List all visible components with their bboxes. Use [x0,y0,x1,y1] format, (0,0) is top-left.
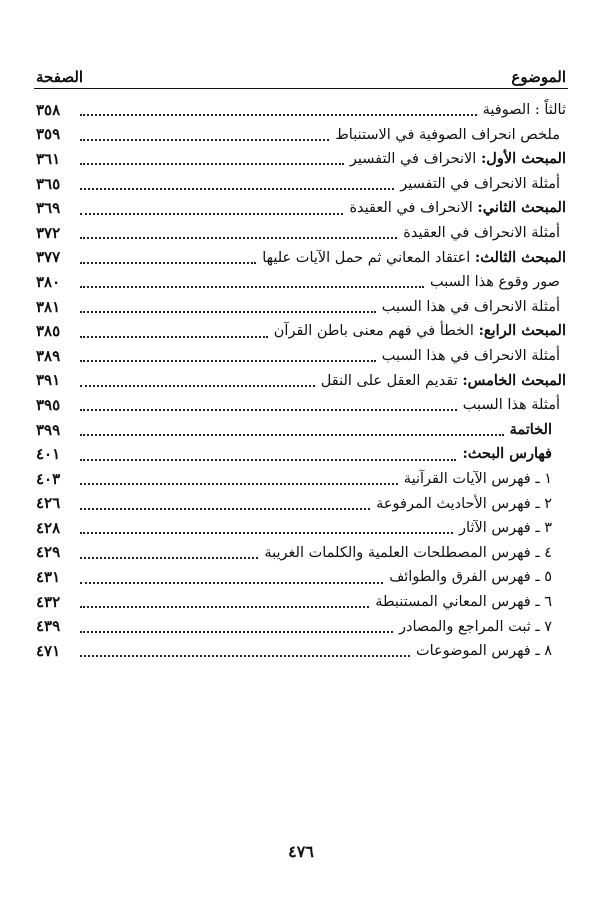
entry-title: أمثلة الانحراف في التفسير [400,175,560,192]
toc-entry [36,590,566,615]
dot-leader [80,631,393,633]
toc-entry [36,98,566,123]
entry-lead: المبحث الخامس: [462,371,566,389]
toc-entry [36,492,566,517]
entry-title: أمثلة الانحراف في العقيدة [403,225,560,242]
topic-column-label: الموضوع [511,68,566,86]
dot-leader [80,262,256,264]
entry-title: ٥ ـ فهرس الفرق والطوائف [389,569,552,586]
page-number: ٤٧٦ [288,842,314,861]
entry-title: ٦ ـ فهرس المعاني المستنبطة [375,593,552,610]
toc-entry [36,393,566,418]
toc-entry [36,516,566,541]
entry-page-number: ٤٧١ [36,641,61,660]
entry-page-number: ٣٨٩ [36,346,61,365]
dot-leader [80,360,376,362]
dot-leader [80,557,258,559]
dot-leader [80,188,394,190]
entry-page-number: ٣٩٥ [36,395,61,414]
page-column-label: الصفحة [36,68,84,86]
entry-page-number: ٣٦٥ [36,174,61,193]
entry-title: ٤ ـ فهرس المصطلحات العلمية والكلمات الغريبة [264,544,552,561]
toc-entry [36,123,566,148]
entry-title: ١ ـ فهرس الآيات القرآنية [403,470,552,487]
entry-page-number: ٣٨٥ [36,322,61,341]
entry-page-number: ٣٥٩ [36,125,61,144]
entry-title: ثالثاً : الصوفية [482,102,566,119]
toc-entry [36,172,566,197]
entry-title: اعتقاد المعاني ثم حمل الآيات عليها [262,249,475,266]
toc-entry [36,418,566,443]
toc-entry [36,246,566,271]
toc-entry [36,344,566,369]
entry-lead: المبحث الرابع: [478,322,566,340]
toc-entry [36,467,566,492]
dot-leader [80,311,376,313]
entry-page-number: ٤٣١ [36,568,61,587]
entry-title: ٣ ـ فهرس الآثار [459,520,552,537]
dot-leader [80,336,268,338]
toc-entry [36,614,566,639]
toc-entry [36,147,566,172]
table-of-contents [36,98,566,664]
entry-page-number: ٤٣٢ [36,592,61,611]
entry-page-number: ٤٢٩ [36,543,61,562]
dot-leader [80,163,344,165]
entry-title: فهارس البحث: [462,445,552,463]
dot-leader [80,409,457,411]
entry-page-number: ٣٨١ [36,297,61,316]
entry-title: الانحراف في التفسير [349,151,481,168]
entry-title: الانحراف في العقيدة [349,200,478,217]
entry-page-number: ٣٩١ [36,371,61,390]
entry-title: ٢ ـ فهرس الأحاديث المرفوعة [376,495,552,512]
entry-title: تقديم العقل على النقل [320,372,463,389]
dot-leader [80,434,504,436]
dot-leader [80,237,397,239]
dot-leader [80,606,369,608]
dot-leader [80,655,410,657]
entry-title: صور وقوع هذا السبب [430,274,560,291]
entry-title: أمثلة هذا السبب [462,397,560,414]
dot-leader [80,459,456,461]
entry-title: ٧ ـ ثبت المراجع والمصادر [399,618,552,635]
entry-lead: المبحث الثاني: [477,199,566,217]
header-divider [34,88,568,89]
dot-leader [80,114,477,116]
entry-page-number: ٣٦٩ [36,199,61,218]
entry-page-number: ٣٧٢ [36,223,61,242]
entry-page-number: ٣٩٩ [36,420,61,439]
entry-page-number: ٣٨٠ [36,272,61,291]
toc-entry [36,270,566,295]
dot-leader [80,582,383,584]
dot-leader [80,139,329,141]
toc-entry [36,541,566,566]
toc-entry [36,639,566,664]
entry-page-number: ٤٣٩ [36,617,61,636]
entry-title: أمثلة الانحراف في هذا السبب [381,347,560,364]
entry-lead: المبحث الأول: [480,150,566,168]
dot-leader [80,213,343,215]
entry-title: ملخص انحراف الصوفية في الاستنباط [335,126,560,143]
dot-leader [80,508,370,510]
toc-entry [36,565,566,590]
entry-page-number: ٤٢٨ [36,518,61,537]
toc-entry [36,369,566,394]
toc-header [36,64,566,86]
entry-page-number: ٤٢٦ [36,494,61,513]
toc-entry [36,295,566,320]
entry-page-number: ٣٧٧ [36,248,61,267]
entry-page-number: ٤٠١ [36,445,61,464]
entry-title: أمثلة الانحراف في هذا السبب [381,298,560,315]
toc-entry [36,221,566,246]
toc-entry [36,442,566,467]
dot-leader [80,286,424,288]
entry-page-number: ٣٦١ [36,149,61,168]
entry-title: الخاتمة [509,420,552,438]
entry-lead: المبحث الثالث: [474,248,566,266]
entry-title: الخطأ في فهم معنى باطن القرآن [273,323,479,340]
toc-entry [36,319,566,344]
dot-leader [80,483,398,485]
entry-page-number: ٤٠٣ [36,469,61,488]
entry-page-number: ٣٥٨ [36,100,61,119]
entry-title: ٨ ـ فهرس الموضوعات [415,643,552,660]
dot-leader [80,532,453,534]
toc-entry [36,196,566,221]
dot-leader [80,385,315,387]
